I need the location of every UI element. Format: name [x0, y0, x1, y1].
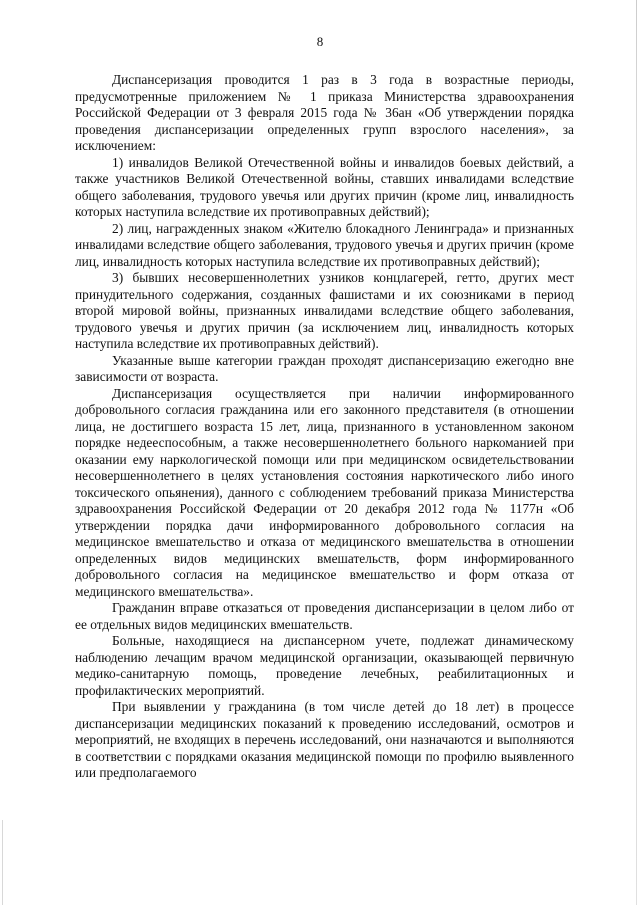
- paragraph-dispensary-frequency: Диспансеризация проводится 1 раз в 3 года в возрастные периоды, предусмотренные приложением № 1 приказа Министерства здравоохранения Российской Федерации от 3 февраля 2015 года № 36ан «Об утверждении порядка проведения диспансеризации определенных групп взрослого населения», за исключением:: [75, 72, 574, 153]
- paragraph-exception-3: 3) бывших несовершеннолетних узников концлагерей, гетто, других мест принудительного содержания, созданных фашистами и их союзниками в период второй мировой войны, признанных инвалидами вследствие общего заболевания, трудового увечья и других причин (за исключением лиц, инвалидность которых наступила вследствие их противоправных действий).: [75, 270, 574, 351]
- paragraph-additional-indications: При выявлении у гражданина (в том числе детей до 18 лет) в процессе диспансеризации медицинских показаний к проведению исследований, осмотров и мероприятий, не входящих в перечень исследований, они назначаются и выполняются в соответствии с порядками оказания медицинской помощи по профилю выявленного или предполагаемого: [75, 699, 574, 780]
- paragraph-exception-1: 1) инвалидов Великой Отечественной войны и инвалидов боевых действий, а также участников Великой Отечественной войны, ставших инвалидами вследствие общего заболевания, трудового увечья или других причин (кроме лиц, инвалидность которых наступила вследствие их противоправных действий);: [75, 154, 574, 219]
- scan-edge-right: [636, 0, 637, 905]
- paragraph-informed-consent: Диспансеризация осуществляется при наличии информированного добровольного согласия гражданина или его законного представителя (в отношении лица, не достигшего возраста 15 лет, лица, признанного в установленном законом порядке недееспособным, а также несовершеннолетнего больного наркоманией при оказании ему наркологической помощи или при медицинском освидетельствовании несовершеннолетнего в целях установления состояния наркотического либо иного токсического опьянения), данного с соблюдением требований приказа Министерства здравоохранения Российской Федерации от 20 декабря 2012 года № 1177н «Об утверждении порядка дачи информированного добровольного согласия на медицинское вмешательство и отказа от медицинского вмешательства в отношении определенных видов медицинских вмешательств, форм информированного добровольного согласия на медицинское вмешательство и форм отказа от медицинского вмешательства».: [75, 385, 574, 599]
- paragraph-exception-2: 2) лиц, награжденных знаком «Жителю блокадного Ленинграда» и признанных инвалидами вследствие общего заболевания, трудового увечья и других причин (кроме лиц, инвалидность которых наступила вследствие их противоправных действий);: [75, 220, 574, 269]
- paragraph-right-to-refuse: Гражданин вправе отказаться от проведения диспансеризации в целом либо от ее отдельных видов медицинских вмешательств.: [75, 600, 574, 632]
- paragraph-dispensary-monitoring: Больные, находящиеся на диспансерном учете, подлежат динамическому наблюдению лечащим врачом медицинской организации, оказывающей первичную медико-санитарную помощь, проведение лечебных, реабилитационных и профилактических мероприятий.: [75, 633, 574, 698]
- scan-edge-left: [2, 820, 3, 905]
- page-number: 8: [316, 34, 324, 49]
- document-body: [75, 72, 574, 782]
- paragraph-annual-categories: Указанные выше категории граждан проходят диспансеризацию ежегодно вне зависимости от возраста.: [75, 352, 574, 384]
